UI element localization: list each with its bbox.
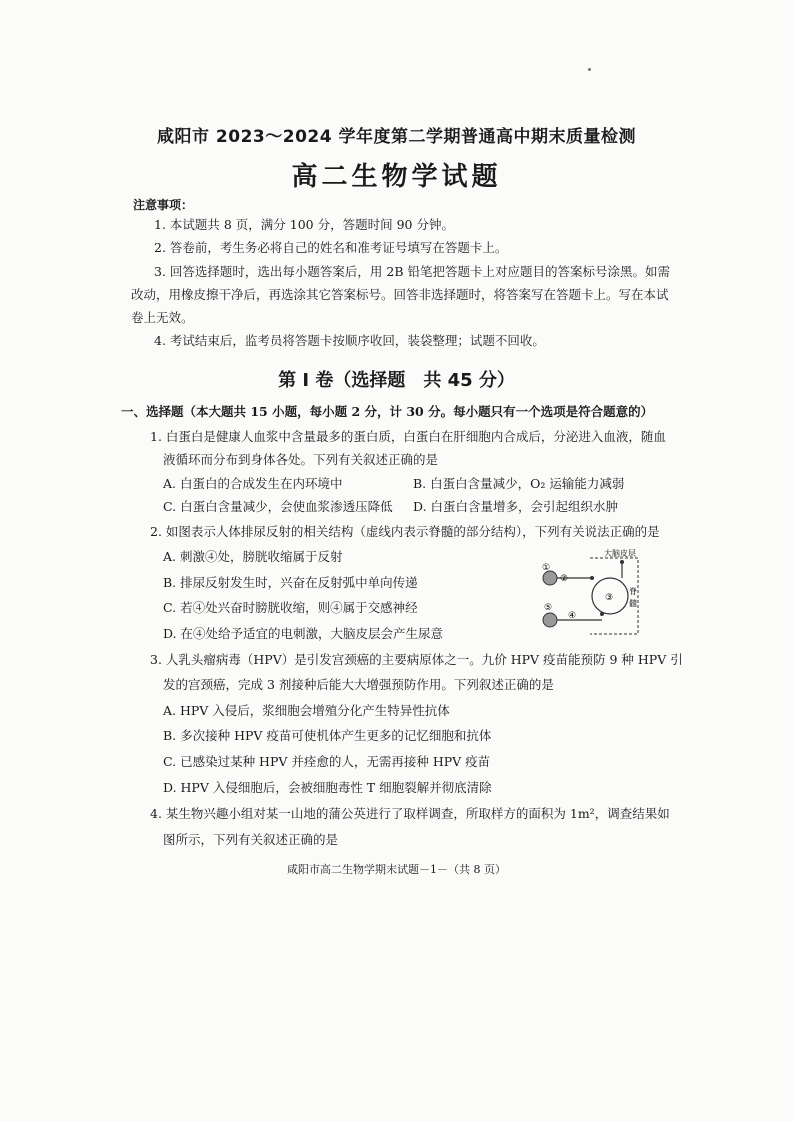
receptor-node (543, 571, 557, 585)
q2-stem: 2. 如图表示人体排尿反射的相关结构（虚线内表示脊髓的部分结构），下列有关说法正确的是 (150, 524, 660, 539)
spine-label-2: 髓 (629, 599, 637, 608)
note-line: 4. 考试结束后，监考员将答题卡按顺序收回，装袋整理；试题不回收。 (154, 333, 545, 348)
subject-title: 高二生物学试题 (291, 162, 502, 192)
notes-heading: 注意事项： (133, 198, 194, 212)
page-footer: 咸阳市高二生物学期末试题－1－（共 8 页） (287, 863, 506, 876)
synapse-dot (590, 576, 594, 580)
q3-option-a: A. HPV 入侵后，浆细胞会增殖分化产生特异性抗体 (163, 703, 450, 718)
q1-stem: 1. 白蛋白是健康人血浆中含量最多的蛋白质，白蛋白在肝细胞内合成后，分泌进入血液，随血 (150, 429, 666, 444)
q1-option-d: D. 白蛋白含量增多，会引起组织水肿 (413, 499, 619, 514)
q1-option-a: A. 白蛋白的合成发生在内环境中 (163, 476, 343, 491)
note-line: 3. 回答选择题时，选出每小题答案后，用 2B 铅笔把答题卡上对应题目的答案标号涂黑。如需 (154, 264, 670, 279)
section-title: 第 Ⅰ 卷（选择题 共 45 分） (278, 370, 515, 391)
q2-option-d: D. 在④处给予适宜的电刺激，大脑皮层会产生尿意 (163, 626, 444, 641)
q1-option-b: B. 白蛋白含量减少，O₂ 运输能力减弱 (413, 476, 625, 491)
q4-stem: 4. 某生物兴趣小组对某一山地的蒲公英进行了取样调查，所取样方的面积为 1m²，调查结果如 (150, 806, 670, 821)
synapse-dot (600, 612, 604, 616)
spine-label-1: 脊 (629, 587, 637, 596)
label-1: ① (542, 563, 551, 573)
section-intro: 一、选择题（本大题共 15 小题，每小题 2 分，计 30 分。每小题只有一个选项是符合题意的） (121, 404, 654, 419)
label-3: ③ (605, 593, 614, 603)
q3-stem-cont: 发的宫颈癌，完成 3 剂接种后能大大增强预防作用。下列叙述正确的是 (163, 677, 554, 692)
cortex-label: 大脑皮层 (604, 549, 636, 558)
q3-option-b: B. 多次接种 HPV 疫苗可使机体产生更多的记忆细胞和抗体 (163, 728, 492, 743)
label-2: ② (560, 574, 569, 584)
note-line: 改动，用橡皮擦干净后，再选涂其它答案标号。回答非选择题时，将答案写在答题卡上。写在本试 (131, 287, 669, 302)
scan-speck (588, 68, 591, 71)
reflex-arc-diagram (538, 548, 648, 640)
q1-stem-cont: 液循环而分布到身体各处。下列有关叙述正确的是 (163, 452, 439, 467)
label-5: ⑤ (544, 603, 553, 613)
synapse-dot (620, 560, 624, 564)
note-line: 1. 本试题共 8 页，满分 100 分，答题时间 90 分钟。 (154, 217, 454, 232)
q2-option-c: C. 若④处兴奋时膀胱收缩，则④属于交感神经 (163, 600, 418, 615)
note-line: 2. 答卷前，考生务必将自己的姓名和准考证号填写在答题卡上。 (154, 240, 508, 255)
q3-option-d: D. HPV 入侵细胞后，会被细胞毒性 T 细胞裂解并彻底清除 (163, 780, 492, 795)
q3-option-c: C. 已感染过某种 HPV 并痊愈的人，无需再接种 HPV 疫苗 (163, 754, 491, 769)
label-4: ④ (568, 611, 577, 621)
q4-stem-cont: 图所示，下列有关叙述正确的是 (163, 832, 339, 847)
spinal-cord-boundary (590, 558, 638, 634)
exam-title: 咸阳市 2023～2024 学年度第二学期普通高中期末质量检测 (157, 127, 636, 147)
q1-option-c: C. 白蛋白含量减少，会使血浆渗透压降低 (163, 499, 393, 514)
q3-stem: 3. 人乳头瘤病毒（HPV）是引发宫颈癌的主要病原体之一。九价 HPV 疫苗能预防 9 种 HPV 引 (150, 652, 683, 667)
note-line: 卷上无效。 (131, 310, 194, 325)
q2-option-b: B. 排尿反射发生时，兴奋在反射弧中单向传递 (163, 575, 418, 590)
q2-option-a: A. 刺激④处，膀胱收缩属于反射 (163, 549, 343, 564)
effector-node (543, 613, 557, 627)
